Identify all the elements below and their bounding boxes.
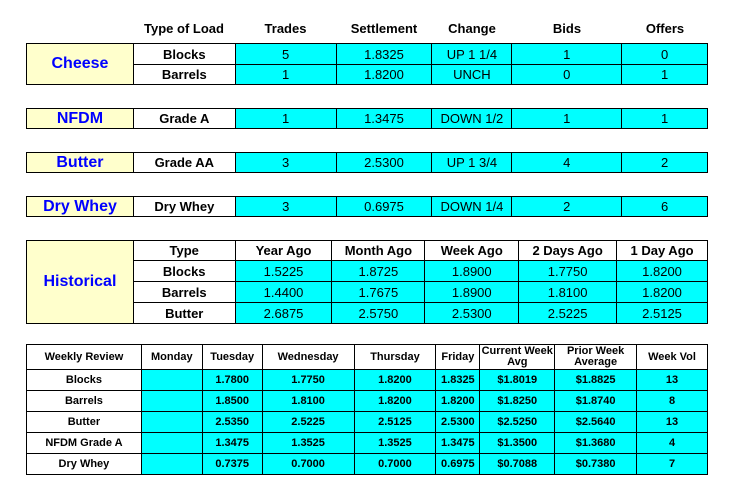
trades-cell: 3 [235,153,336,173]
weekly-row-label: Butter [27,412,142,433]
weekly-cell [141,412,202,433]
weekly-cell: 2.5125 [354,412,436,433]
row-type: Barrels [133,282,235,303]
weekly-cell: 0.6975 [436,454,480,475]
bids-cell: 2 [512,197,622,217]
offers-cell: 6 [622,197,708,217]
historical-header: Year Ago [235,241,332,261]
historical-header: Type [133,241,235,261]
weekly-cell: 2.5225 [262,412,354,433]
weekly-cell: 2.5350 [202,412,262,433]
change-cell: UNCH [432,65,512,85]
weekly-cell: 1.8100 [262,391,354,412]
weekly-cell: $0.7380 [555,454,637,475]
value-cell: 1.8725 [332,261,425,282]
historical-header: 2 Days Ago [519,241,617,261]
drywhey-table [26,196,708,217]
weekly-cell: $0.7088 [480,454,555,475]
settlement-cell: 0.6975 [336,197,432,217]
weekly-cell: 0.7000 [354,454,436,475]
trades-cell: 1 [235,65,336,85]
weekly-row-label: Blocks [27,370,142,391]
trades-cell: 3 [235,197,336,217]
value-cell: 1.8200 [617,261,708,282]
weekly-header: Monday [141,345,202,370]
weekly-row-label: Barrels [27,391,142,412]
weekly-header: Tuesday [202,345,262,370]
weekly-cell: 1.3475 [436,433,480,454]
change-cell: DOWN 1/2 [432,109,512,129]
weekly-header: Weekly Review [27,345,142,370]
section-label-butter: Butter [27,153,134,173]
value-cell: 2.5750 [332,303,425,324]
weekly-cell: $1.8740 [555,391,637,412]
value-cell: 1.7750 [519,261,617,282]
col-header-type-of-load: Type of Load [144,21,224,36]
weekly-header: Thursday [354,345,436,370]
col-header-offers: Offers [645,21,685,36]
settlement-cell: 1.3475 [336,109,432,129]
bids-cell: 0 [512,65,622,85]
weekly-cell [141,433,202,454]
offers-cell: 0 [622,44,708,65]
butter-table [26,152,708,173]
cheese-table [26,43,708,85]
weekly-header: Week Vol [637,345,708,370]
col-header-trades: Trades [264,21,307,36]
change-cell: UP 1 1/4 [432,44,512,65]
value-cell: 2.6875 [235,303,332,324]
settlement-cell: 1.8200 [336,65,432,85]
weekly-cell: 1.3525 [354,433,436,454]
value-cell: 2.5300 [425,303,519,324]
bids-cell: 1 [512,44,622,65]
value-cell: 1.8900 [425,261,519,282]
value-cell: 1.4400 [235,282,332,303]
weekly-cell: $2.5250 [480,412,555,433]
weekly-cell: 0.7000 [262,454,354,475]
row-type: Dry Whey [133,197,235,217]
weekly-cell: $1.8019 [480,370,555,391]
weekly-cell: 13 [637,370,708,391]
trades-cell: 5 [235,44,336,65]
weekly-cell: 1.8200 [354,370,436,391]
weekly-cell: $1.8825 [555,370,637,391]
weekly-cell: 1.8325 [436,370,480,391]
weekly-cell: 1.7750 [262,370,354,391]
settlement-cell: 2.5300 [336,153,432,173]
value-cell: 2.5125 [617,303,708,324]
weekly-cell: 4 [637,433,708,454]
section-label-dry-whey: Dry Whey [27,197,134,217]
trades-cell: 1 [235,109,336,129]
section-label-nfdm: NFDM [27,109,134,129]
weekly-header: Friday [436,345,480,370]
weekly-cell: 2.5300 [436,412,480,433]
weekly-cell: $1.3500 [480,433,555,454]
weekly-cell [141,454,202,475]
weekly-cell: 8 [637,391,708,412]
row-type: Blocks [133,44,235,65]
weekly-row-label: NFDM Grade A [27,433,142,454]
col-header-settlement: Settlement [350,21,418,36]
weekly-header: Prior Week Average [555,345,637,370]
change-cell: DOWN 1/4 [432,197,512,217]
weekly-cell: $2.5640 [555,412,637,433]
row-type: Blocks [133,261,235,282]
historical-header: 1 Day Ago [617,241,708,261]
weekly-header: Current Week Avg [481,345,553,368]
weekly-cell: 13 [637,412,708,433]
weekly-cell: 0.7375 [202,454,262,475]
row-type: Grade A [133,109,235,129]
weekly-cell [141,391,202,412]
weekly-cell [141,370,202,391]
row-type: Butter [133,303,235,324]
historical-table [26,240,708,324]
row-type: Barrels [133,65,235,85]
settlement-cell: 1.8325 [336,44,432,65]
weekly-cell: 1.7800 [202,370,262,391]
value-cell: 1.7675 [332,282,425,303]
weekly-cell: 1.8200 [354,391,436,412]
bids-cell: 4 [512,153,622,173]
row-type: Grade AA [133,153,235,173]
weekly-cell: $1.3680 [555,433,637,454]
section-label-cheese: Cheese [27,44,134,85]
value-cell: 1.5225 [235,261,332,282]
offers-cell: 1 [622,65,708,85]
value-cell: 2.5225 [519,303,617,324]
historical-header: Month Ago [332,241,425,261]
weekly-row-label: Dry Whey [27,454,142,475]
offers-cell: 1 [622,109,708,129]
bids-cell: 1 [512,109,622,129]
offers-cell: 2 [622,153,708,173]
weekly-cell: 1.3525 [262,433,354,454]
change-cell: UP 1 3/4 [432,153,512,173]
weekly-cell: 1.8500 [202,391,262,412]
weekly-cell: 7 [637,454,708,475]
section-label-historical: Historical [27,241,134,324]
col-header-bids: Bids [552,21,582,36]
nfdm-table [26,108,708,129]
value-cell: 1.8900 [425,282,519,303]
weekly-header: Wednesday [262,345,354,370]
col-header-change: Change [448,21,496,36]
weekly-review-table [26,344,708,475]
historical-header: Week Ago [425,241,519,261]
weekly-cell: $1.8250 [480,391,555,412]
value-cell: 1.8200 [617,282,708,303]
weekly-cell: 1.3475 [202,433,262,454]
weekly-cell: 1.8200 [436,391,480,412]
value-cell: 1.8100 [519,282,617,303]
